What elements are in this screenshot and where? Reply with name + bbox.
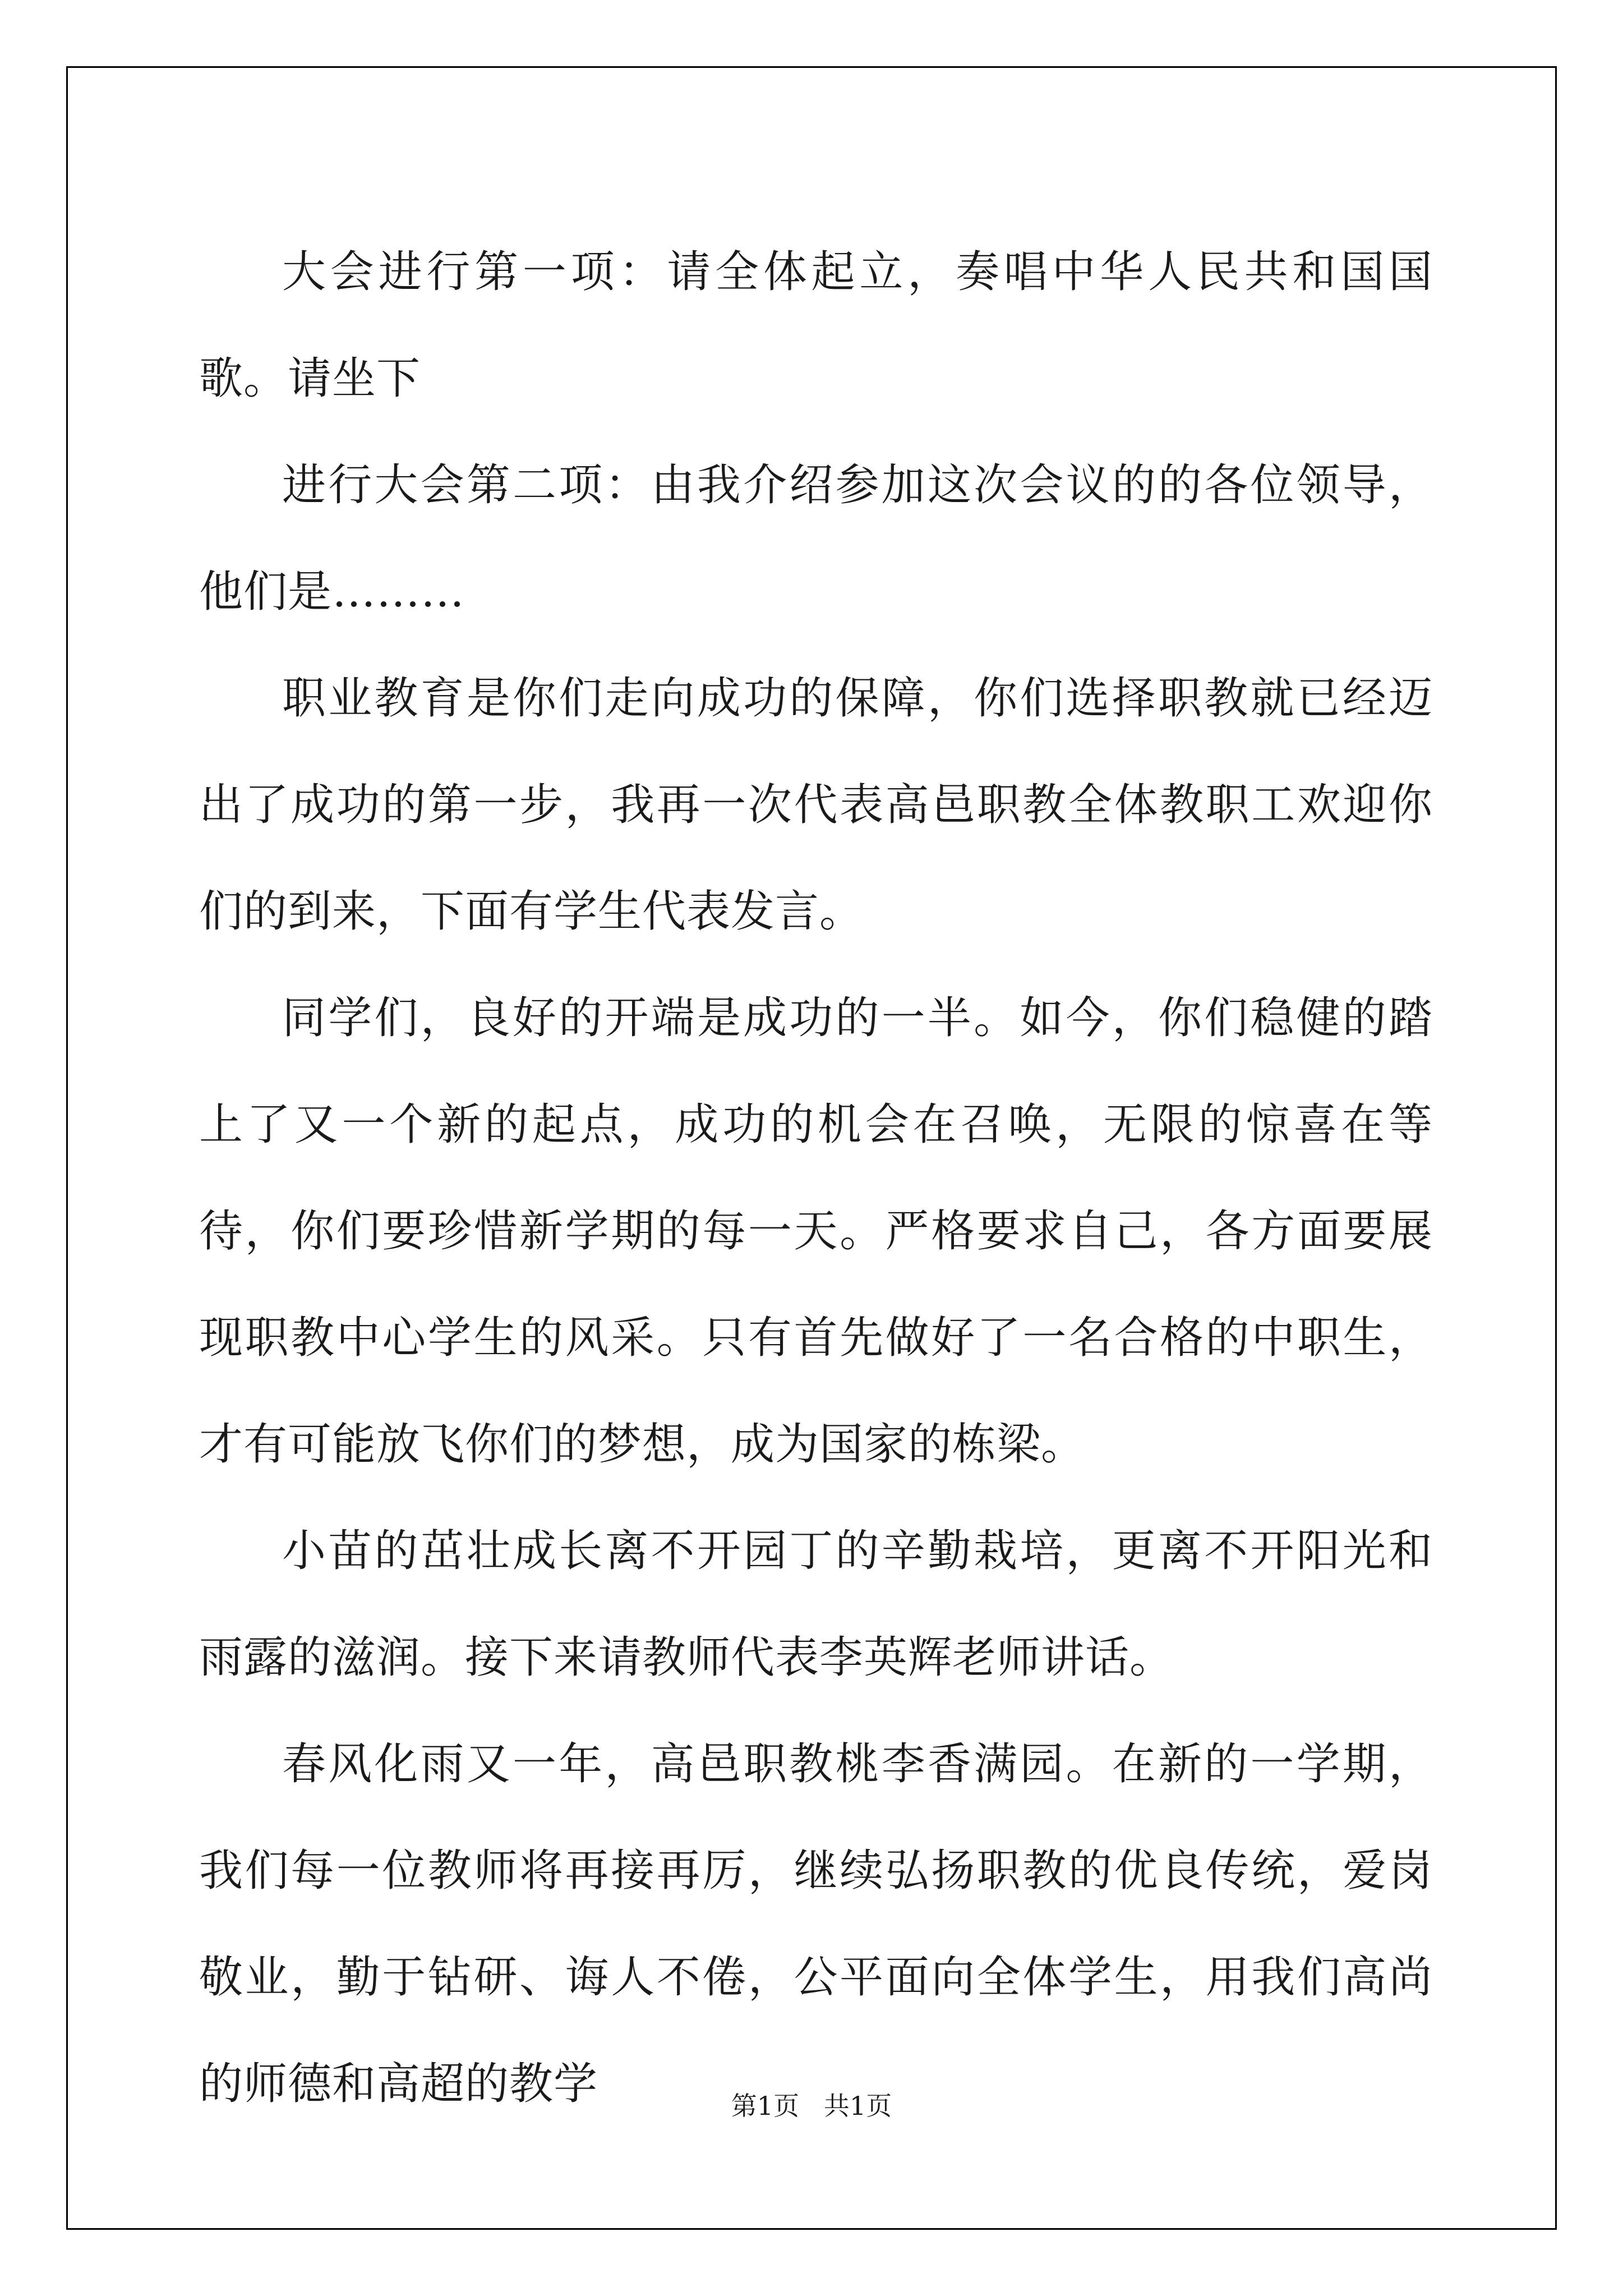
paragraph-3: 职业教育是你们走向成功的保障，你们选择职教就已经迈出了成功的第一步，我再一次代表高邑职教全体教职工欢迎你们的到来，下面有学生代表发言。: [199, 673, 1433, 937]
paragraph-6: 春风化雨又一年，高邑职教桃李香满园。在新的一学期，我们每一位教师将再接再厉，继续弘扬职教的优良传统，爱岗敬业，勤于钻研、诲人不倦，公平面向全体学生，用我们高尚的师德和高超的教学: [199, 1739, 1433, 2109]
paragraph-2: 进行大会第二项：由我介绍参加这次会议的的各位领导，他们是………: [199, 460, 1433, 617]
paragraph-4: 同学们，良好的开端是成功的一半。如今，你们稳健的踏上了又一个新的起点，成功的机会在召唤，无限的惊喜在等待，你们要珍惜新学期的每一天。严格要求自己，各方面要展现职教中心学生的风采。只有首先做好了一名合格的中职生，才有可能放飞你们的梦想，成为国家的栋梁。: [199, 993, 1433, 1470]
paragraph-1: 大会进行第一项：请全体起立，奏唱中华人民共和国国歌。请坐下: [199, 247, 1433, 404]
page-footer: 第1页 共1页: [731, 2091, 892, 2121]
paragraph-5: 小苗的茁壮成长离不开园丁的辛勤栽培，更离不开阳光和雨露的滋润。接下来请教师代表李英辉老师讲话。: [199, 1526, 1433, 1683]
document-body: [199, 219, 1433, 2137]
